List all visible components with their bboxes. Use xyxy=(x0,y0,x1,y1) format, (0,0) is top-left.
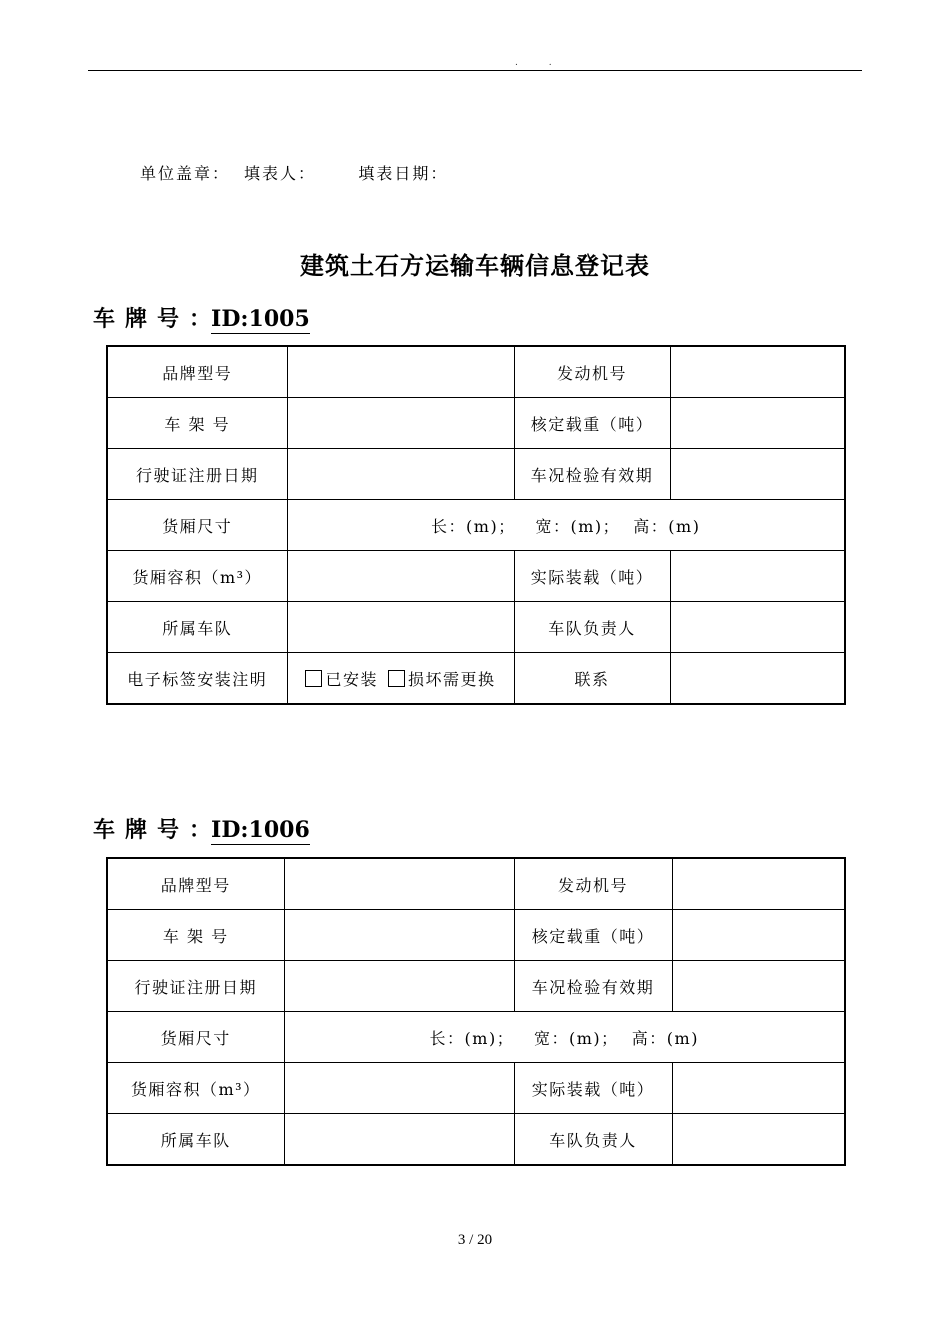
value-actual-load[interactable] xyxy=(670,551,845,602)
label-fleet: 所属车队 xyxy=(107,602,287,653)
label-cargo-volume: 货厢容积（m³） xyxy=(107,1063,284,1114)
value-fleet[interactable] xyxy=(284,1114,514,1166)
plate-heading xyxy=(93,302,310,333)
label-inspection-validity: 车况检验有效期 xyxy=(514,449,670,500)
table-row xyxy=(107,858,845,910)
plate-heading xyxy=(93,813,310,844)
table-row xyxy=(107,910,845,961)
table-row xyxy=(107,398,845,449)
value-fleet[interactable] xyxy=(287,602,514,653)
installed-checkbox[interactable] xyxy=(305,670,322,687)
document-title: 建筑土石方运输车辆信息登记表 xyxy=(300,251,650,280)
label-cargo-volume: 货厢容积（m³） xyxy=(107,551,287,602)
value-brand-model[interactable] xyxy=(287,346,514,398)
plate-colon: ： xyxy=(189,817,212,843)
table-row xyxy=(107,346,845,398)
label-engine-no: 发动机号 xyxy=(514,858,672,910)
value-engine-no[interactable] xyxy=(670,346,845,398)
value-frame-no[interactable] xyxy=(287,398,514,449)
table-row xyxy=(107,1063,845,1114)
label-etag-note: 电子标签安装注明 xyxy=(107,653,287,705)
plate-label: 车牌号 xyxy=(93,306,190,332)
plate-id: ID:1006 xyxy=(211,817,310,843)
label-license-date: 行驶证注册日期 xyxy=(107,961,284,1012)
label-fleet-leader: 车队负责人 xyxy=(514,1114,672,1166)
label-actual-load: 实际装载（吨） xyxy=(514,1063,672,1114)
value-inspection-validity[interactable] xyxy=(672,961,845,1012)
unit-seal-label: 单位盖章： xyxy=(140,164,231,183)
value-fleet-leader[interactable] xyxy=(672,1114,845,1166)
value-fleet-leader[interactable] xyxy=(670,602,845,653)
damaged-checkbox[interactable] xyxy=(388,670,405,687)
label-rated-load: 核定载重（吨） xyxy=(514,910,672,961)
table-row xyxy=(107,551,845,602)
value-frame-no[interactable] xyxy=(284,910,514,961)
plate-label: 车牌号 xyxy=(93,817,190,843)
fill-date-label: 填表日期： xyxy=(358,164,449,183)
label-inspection-validity: 车况检验有效期 xyxy=(514,961,672,1012)
label-fleet-leader: 车队负责人 xyxy=(514,602,670,653)
table-row xyxy=(107,1114,845,1166)
table-row xyxy=(107,1012,845,1063)
label-contact: 联系 xyxy=(514,653,670,705)
label-engine-no: 发动机号 xyxy=(514,346,670,398)
filler-label: 填表人： xyxy=(244,164,317,183)
value-dimensions[interactable]: 长：(m)； 宽：(m)； 高：(m) xyxy=(287,500,845,551)
plate-id: ID:1005 xyxy=(211,306,310,332)
damaged-label: 损坏需更换 xyxy=(408,669,496,689)
header-rule xyxy=(88,70,862,71)
value-brand-model[interactable] xyxy=(284,858,514,910)
label-frame-no: 车 架 号 xyxy=(107,910,284,961)
header-dots: . . xyxy=(515,58,566,68)
value-cargo-volume[interactable] xyxy=(284,1063,514,1114)
label-cargo-size: 货厢尺寸 xyxy=(107,1012,284,1063)
value-cargo-volume[interactable] xyxy=(287,551,514,602)
label-frame-no: 车 架 号 xyxy=(107,398,287,449)
value-dimensions[interactable]: 长：(m)； 宽：(m)； 高：(m) xyxy=(284,1012,845,1063)
table-row xyxy=(107,449,845,500)
label-cargo-size: 货厢尺寸 xyxy=(107,500,287,551)
vehicle-table xyxy=(106,345,846,705)
plate-colon: ： xyxy=(189,306,212,332)
table-row xyxy=(107,961,845,1012)
table-row xyxy=(107,500,845,551)
installed-label: 已安装 xyxy=(325,669,378,689)
vehicle-table xyxy=(106,857,846,1166)
value-license-date[interactable] xyxy=(287,449,514,500)
label-rated-load: 核定载重（吨） xyxy=(514,398,670,449)
page-number: 3 / 20 xyxy=(457,1232,493,1248)
label-fleet: 所属车队 xyxy=(107,1114,284,1166)
label-brand-model: 品牌型号 xyxy=(107,346,287,398)
table-row xyxy=(107,602,845,653)
value-rated-load[interactable] xyxy=(672,910,845,961)
value-engine-no[interactable] xyxy=(672,858,845,910)
value-inspection-validity[interactable] xyxy=(670,449,845,500)
etag-options xyxy=(287,653,514,705)
label-brand-model: 品牌型号 xyxy=(107,858,284,910)
table-row xyxy=(107,653,845,705)
form-fields xyxy=(140,161,462,184)
value-rated-load[interactable] xyxy=(670,398,845,449)
value-contact[interactable] xyxy=(670,653,845,705)
label-actual-load: 实际装载（吨） xyxy=(514,551,670,602)
label-license-date: 行驶证注册日期 xyxy=(107,449,287,500)
value-actual-load[interactable] xyxy=(672,1063,845,1114)
value-license-date[interactable] xyxy=(284,961,514,1012)
